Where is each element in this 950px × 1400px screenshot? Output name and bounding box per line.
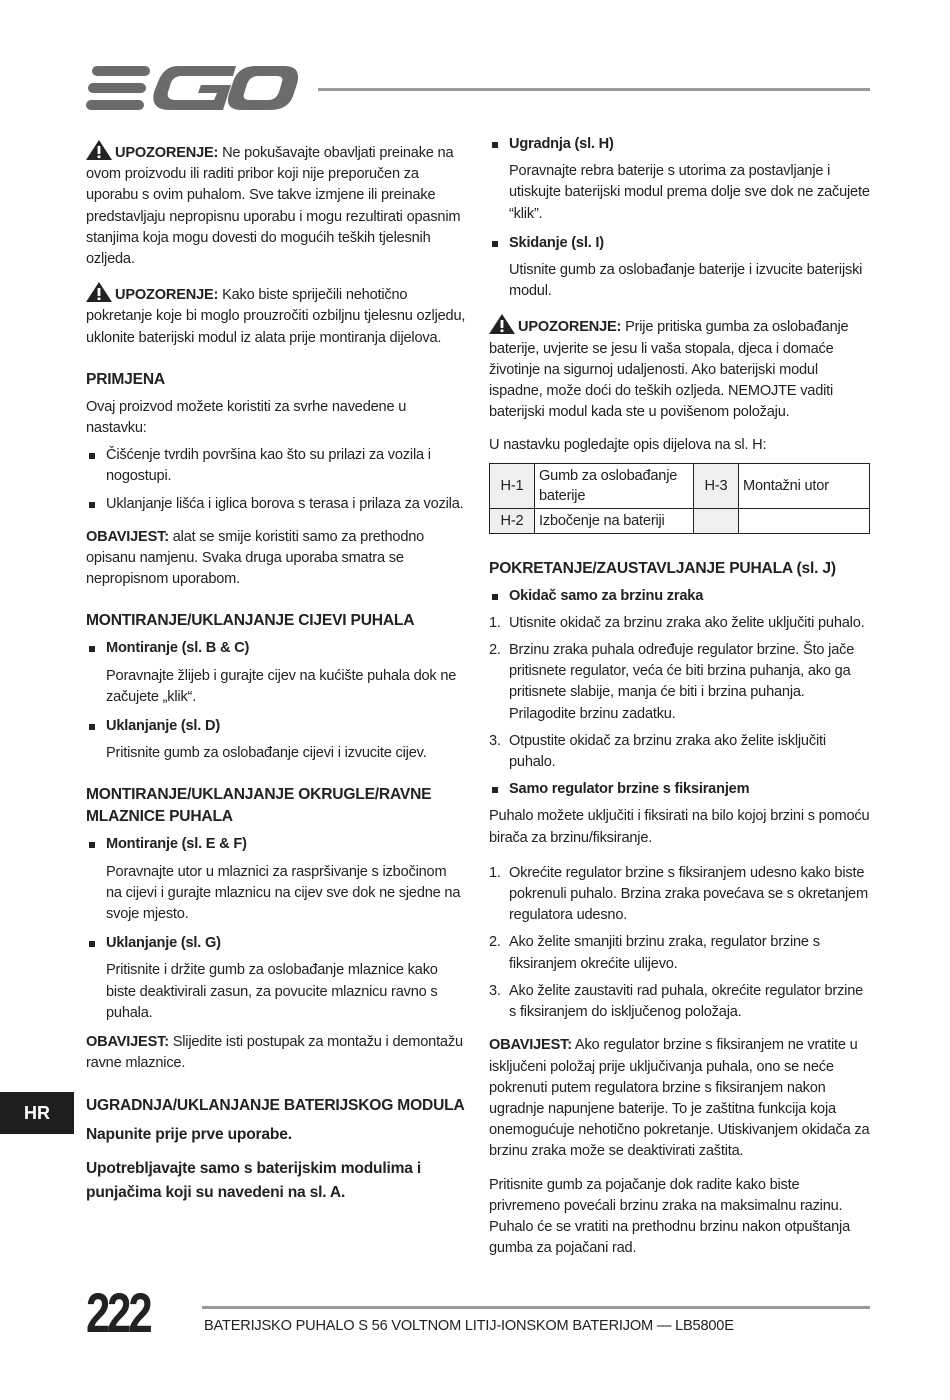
- language-tab: HR: [0, 1092, 74, 1134]
- ego-logo: [86, 64, 298, 112]
- nozzle-mount-text: Poravnajte utor u mlaznici za raspršivanje s izbočinom na cijevi i gurajte mlaznicu na cijev sve dok ne sjedne na svoje mjesto.: [106, 863, 461, 923]
- list-item: [489, 613, 871, 634]
- notice-paragraph: [86, 527, 466, 591]
- boost-paragraph: Pritisnite gumb za pojačanje dok radite kako biste privremeno povećali brzinu zraka na maksimalnu razinu. Puhalo će se vratiti na prethodnu brzinu nakon otpuštanja gumba za pojačani rad.: [489, 1176, 850, 1257]
- notice-paragraph: [86, 1032, 466, 1074]
- tube-mount-label: Montiranje (sl. B & C): [86, 638, 466, 659]
- part-code: [694, 508, 739, 533]
- list-item: Čišćenje tvrdih površina kao što su prilazi za vozila i nogostupi.: [86, 445, 466, 487]
- step-text: Otpustite okidač za brzinu zraka ako želite isključiti puhalo.: [509, 732, 826, 771]
- step-number: 3.: [489, 732, 501, 749]
- page-number: 222: [86, 1281, 150, 1344]
- notice-text: Slijedite isti postupak za montažu i demontažu ravne mlaznice.: [86, 1034, 463, 1072]
- warning-paragraph: [86, 140, 466, 270]
- list-item: [489, 981, 871, 1023]
- step-text: Brzinu zraka puhala određuje regulator brzine. Što jače pritisnete regulator, veća će biti brzina puhanja, ako ga pritisnete slabije, manja će biti i brzina puhanja. Prilagodite brzinu zadatku.: [509, 642, 855, 722]
- section-heading-primjena: PRIMJENA: [86, 370, 165, 388]
- step-text: Utisnite okidač za brzinu zraka ako želite uključiti puhalo.: [509, 614, 865, 631]
- warning-paragraph: [489, 314, 871, 423]
- nozzle-mount-label: Montiranje (sl. E & F): [86, 834, 466, 855]
- fixed-intro: Puhalo možete uključiti i fiksirati na bilo kojoj brzini s pomoću birača za brzinu/fiksiranje.: [489, 808, 870, 846]
- warning-label: UPOZORENJE:: [518, 319, 622, 336]
- tube-remove-label: Uklanjanje (sl. D): [86, 716, 466, 737]
- table-row: [490, 508, 870, 533]
- table-intro: U nastavku pogledajte opis dijelova na sl. H:: [489, 437, 767, 454]
- list-item: [489, 731, 871, 773]
- nozzle-remove-label: Uklanjanje (sl. G): [86, 933, 466, 954]
- warning-label: UPOZORENJE:: [115, 287, 219, 304]
- warning-triangle-icon: [489, 314, 515, 334]
- notice-label: OBAVIJEST:: [86, 1034, 169, 1051]
- table-row: [490, 463, 870, 508]
- section-heading-tube: MONTIRANJE/UKLANJANJE CIJEVI PUHALA: [86, 612, 415, 630]
- step-number: 2.: [489, 642, 501, 659]
- tube-mount-text: Poravnajte žlijeb i gurajte cijev na kućište puhala dok ne začujete „klik“.: [106, 667, 457, 705]
- footer-rule: [202, 1306, 870, 1309]
- part-desc: Gumb za oslobađanje baterije: [535, 463, 694, 508]
- primjena-intro: Ovaj proizvod možete koristiti za svrhe navedene u nastavku:: [86, 398, 407, 437]
- parts-table: [489, 463, 870, 534]
- step-text: Ako želite smanjiti brzinu zraka, regulator brzine s fiksiranjem okrećite ulijevo.: [509, 934, 820, 972]
- notice-text: Ako regulator brzine s fiksiranjem ne vratite u isključeni položaj prije uključivanja puhala, ono se neće pokrenuti putem regulatora brzine s fiksiranjem nakon ugradnje napunjene baterije. To je zaštitna funkcija koja onemogućuje nehotično pokretanje. Utiskivanjem okidača za brzinu zraka može se deaktivirati zaštita.: [489, 1037, 870, 1160]
- part-code: H-1: [490, 463, 535, 508]
- step-number: 1.: [489, 614, 501, 631]
- step-number: 3.: [489, 982, 501, 999]
- warning-label: UPOZORENJE:: [115, 145, 219, 161]
- nozzle-remove-text: Pritisnite i držite gumb za oslobađanje mlaznice kako biste deaktivirali zasun, za povucite mlaznicu ravno s puhala.: [106, 962, 438, 1021]
- part-desc: Izbočenje na bateriji: [535, 508, 694, 533]
- warning-triangle-icon: [86, 140, 112, 160]
- left-column: [86, 140, 466, 1215]
- right-column: [489, 134, 871, 1271]
- step-text: Ako želite zaustaviti rad puhala, okrećite regulator brzine s fiksiranjem do isključenog položaja.: [509, 982, 864, 1021]
- notice-text: alat se smije koristiti samo za prethodno opisanu namjenu. Svaka druga uporaba smatra se nepropisnom uporabom.: [86, 528, 425, 588]
- step-text: Okrećite regulator brzine s fiksiranjem udesno kako biste pokrenuli puhalo. Brzina zraka povećava se s okretanjem regulatora udesno.: [509, 864, 868, 924]
- footer-title: BATERIJSKO PUHALO S 56 VOLTNOM LITIJ-IONSKOM BATERIJOM — LB5800E: [204, 1318, 734, 1334]
- fixed-label: Samo regulator brzine s fiksiranjem: [489, 779, 871, 800]
- warning-text: Prije pritiska gumba za oslobađanje baterije, uvjerite se jesu li vaša stopala, djeca i domaće životinje na sigurnoj udaljenosti. Ako baterijski modul ispadne, može doći do teških ozljeda. NEMOJTE vaditi baterijski modul kada ste u povišenom položaju.: [489, 319, 849, 421]
- notice-label: OBAVIJEST:: [489, 1037, 572, 1054]
- list-item: [489, 863, 871, 927]
- remove-label: Skidanje (sl. I): [489, 233, 871, 254]
- install-label: Ugradnja (sl. H): [489, 134, 871, 155]
- part-desc: Montažni utor: [739, 463, 870, 508]
- list-item: Uklanjanje lišća i iglica borova s terasa i prilaza za vozila.: [86, 494, 466, 515]
- section-heading-nozzle: MONTIRANJE/UKLANJANJE OKRUGLE/RAVNE MLAZNICE PUHALA: [86, 786, 432, 826]
- remove-text: Utisnite gumb za oslobađanje baterije i izvucite baterijski modul.: [509, 262, 863, 300]
- charge-note: Napunite prije prve uporabe.: [86, 1125, 292, 1143]
- warning-text: Kako biste spriječili nehotično pokretanje koje bi moglo prouzročiti ozbiljnu tjelesnu ozljedu, uklonite baterijski modul iz alata prije montiranja dijelova.: [86, 287, 466, 346]
- list-item: [489, 640, 871, 725]
- header-rule: [318, 88, 870, 91]
- tube-remove-text: Pritisnite gumb za oslobađanje cijevi i izvucite cijev.: [106, 745, 427, 762]
- warning-paragraph: [86, 282, 466, 349]
- step-number: 2.: [489, 934, 501, 951]
- section-heading-start: POKRETANJE/ZAUSTAVLJANJE PUHALA (sl. J): [489, 559, 836, 577]
- notice-label: OBAVIJEST:: [86, 528, 169, 545]
- trigger-label: Okidač samo za brzinu zraka: [489, 586, 871, 607]
- notice-paragraph: [489, 1035, 871, 1162]
- part-code: H-3: [694, 463, 739, 508]
- part-code: H-2: [490, 508, 535, 533]
- warning-triangle-icon: [86, 282, 112, 302]
- list-item: [489, 932, 871, 974]
- section-heading-battery: UGRADNJA/UKLANJANJE BATERIJSKOG MODULA: [86, 1096, 465, 1114]
- part-desc: [739, 508, 870, 533]
- use-note: Upotrebljavajte samo s baterijskim modulima i punjačima koji su navedeni na sl. A.: [86, 1159, 422, 1201]
- warning-text: Ne pokušavajte obavljati preinake na ovom proizvodu ili raditi pribor koji nije preporučen za uporabu s ovim puhalom. Sve takve izmjene ili preinake predstavljaju nepropisnu uporabu i mogu rezultirati opasnim stanjima koja mogu dovesti do mogućih teških tjelesnih ozljeda.: [86, 145, 461, 268]
- step-number: 1.: [489, 864, 501, 881]
- install-text: Poravnajte rebra baterije s utorima za postavljanje i utiskujte baterijski modul prema dolje sve dok ne začujete “klik”.: [509, 163, 870, 222]
